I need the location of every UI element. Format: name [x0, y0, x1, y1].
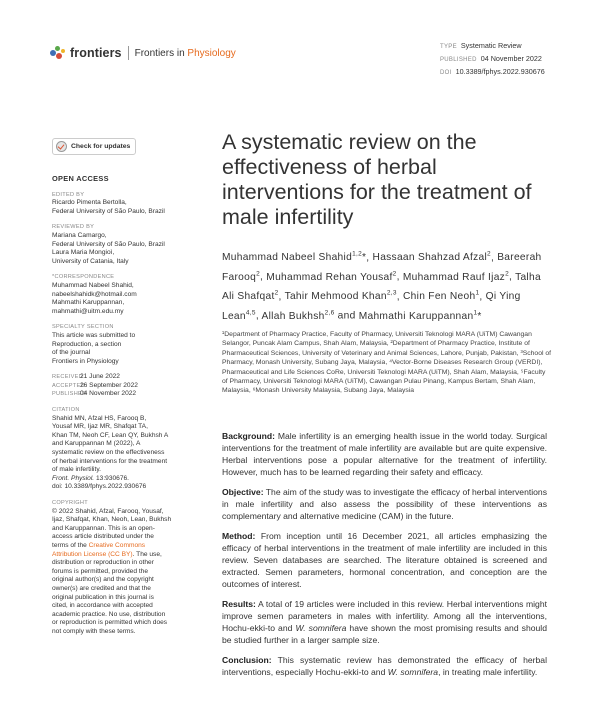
check-for-updates-button[interactable] — [52, 138, 136, 155]
author-name[interactable]: Qi Ying Lean$^{4,5}$ — [222, 291, 521, 322]
article-meta — [440, 40, 545, 79]
edited-by: Ricardo Pimenta Bertolla, Federal University of São Paulo, Brazil — [52, 199, 165, 215]
doi-link[interactable]: 10.3389/fphys.2022.930676 — [455, 67, 545, 76]
conclusion-text: This systematic review has demonstrated the efficacy of herbal interventions, especially Hochu-ekki-to and — [222, 655, 547, 677]
sidebar-published-date: 04 November 2022 — [80, 390, 137, 398]
article-type: Systematic Review — [460, 41, 522, 50]
conclusion-species: W. somnifera — [387, 667, 439, 677]
method-text: From inception until 16 December 2021, all articles emphasizing the efficacy of herbal interventions in the treatment of male infertility are included in this review. Seven databases are searched. The literature obtained is screened and extracted. Semen parameters, hormonal concentration, and conception are the outcomes of interest. — [222, 531, 547, 589]
affiliations: ¹Department of Pharmacy Practice, Faculty of Pharmacy, Universiti Teknologi MARA (UiTM) Cawangan Selangor, Puncak Alam Campus, Shah Alam, Malaysia, ²Department of Pharmacy Practice, Institute of Pharmaceutical Sciences, University of Veterinary and Animal Sciences, Lahore, Punjab, Pakistan, ³School of Pharmacy, Monash University, Subang Jaya, Malaysia, ⁴Vector-Borne Diseases Research Group (VERDI), Pharmaceutical and Life Sciences CoRe, Universiti Teknologi MARA (UiTM), Shah Alam, Malaysia, ⁵Faculty of Pharmacy, Universiti Teknologi MARA (UiTM), Cawangan Pulau Pinang, Kampus Bertam, Shah Alam, Malaysia, ⁶Monash University Malaysia, Subang Jaya, Malaysia — [222, 331, 552, 395]
copyright — [52, 508, 184, 637]
published-date: 04 November 2022 — [480, 54, 542, 63]
abstract-background — [222, 430, 547, 478]
copyright-text-end: . The use, distribution or reproduction in other forums is permitted, provided the original author(s) and the copyright owner(s) are credited and that the original publication in this journal is cited, in accordance with accepted academic practice. No use, distribution or reproduction is permitted which does not comply with these terms. — [52, 550, 168, 635]
accepted-date: 26 September 2022 — [80, 381, 138, 389]
check-for-updates-icon — [56, 141, 67, 152]
author-affiliation-marker: 1 — [475, 289, 480, 297]
results-label: Results: — [222, 599, 256, 609]
journal-logo[interactable] — [50, 46, 236, 60]
citation-text: Shahid MN, Afzal HS, Farooq B, Yousaf MR, Ijaz MR, Shafqat TA, Khan TM, Neoh CF, Lean QY, Bukhsh A and Karuppannan M (2022), A systematic review on the effectiveness of herbal interventions for the treatment of male infertility. — [52, 414, 169, 474]
author-name[interactable]: Allah Bukhsh$^{2,6}$ — [261, 309, 335, 322]
check-for-updates-label: Check for updates — [71, 143, 131, 150]
author-affiliation-marker: 2 — [487, 251, 491, 258]
author-name[interactable]: Muhammad Rauf Ijaz$^2$ — [402, 270, 509, 283]
author-name[interactable]: Bareerah Farooq$^2$ — [222, 252, 542, 283]
published-label: PUBLISHED — [52, 391, 87, 398]
copyright-text: © 2022 Shahid, Afzal, Farooq, Yousaf, Ijaz, Shafqat, Khan, Neoh, Lean, Bukhsh and Karuppannan. This is an open- access article distributed under the terms of the — [52, 507, 172, 549]
correspondence-label: *CORRESPONDENCE — [52, 274, 115, 281]
objective-label: Objective: — [222, 487, 264, 497]
abstract — [222, 430, 547, 686]
author-name[interactable]: Talha Ali Shafqat$^2$ — [222, 271, 541, 303]
citation-journal: Front. Physiol. — [52, 474, 95, 482]
page-header — [50, 41, 570, 76]
doi-label: DOI — [440, 70, 452, 76]
received-date: 21 June 2022 — [80, 373, 120, 381]
author-name[interactable]: Tahir Mehmood Khan$^{2,3}$ — [284, 289, 397, 303]
results-text-end: have shown the most promising results and should be studied further in a larger sample size. — [222, 623, 547, 645]
reviewed-by: Mariana Camargo, Federal University of São Paulo, Brazil Laura Maria Mongioì, University of Catania, Italy — [52, 231, 165, 265]
author-affiliation-marker: 2 — [256, 270, 261, 278]
license-link[interactable]: Creative Commons Attribution License (CC BY) — [52, 541, 146, 558]
journal-subject: Physiology — [187, 47, 236, 59]
copyright-label: COPYRIGHT — [52, 500, 88, 506]
type-label: TYPE — [440, 44, 457, 50]
author-affiliation-marker: 2,6 — [324, 309, 335, 317]
brand-name: frontiers — [70, 46, 122, 60]
specialty-label: SPECIALTY SECTION — [52, 324, 114, 331]
article-title: A systematic review on the effectiveness of herbal interventions for the treatment of male infertility — [222, 130, 532, 229]
results-species: W. somnifera — [295, 623, 347, 633]
corresponding-author-marker: * — [362, 252, 367, 264]
specialty-section: This article was submitted to Reproduction, a section of the journal Frontiers in Physiology — [52, 331, 136, 365]
corresponding-author-marker: * — [477, 310, 482, 322]
frontiers-logo-icon — [50, 46, 66, 60]
abstract-conclusion — [222, 654, 547, 678]
author-affiliation-marker: 1 — [473, 309, 478, 317]
citation-volume: 13:930676. — [94, 474, 129, 482]
citation-doi[interactable]: doi: 10.3389/fphys.2022.930676 — [52, 483, 147, 491]
abstract-results — [222, 598, 547, 646]
logo-divider — [128, 46, 129, 60]
author-affiliation-marker: 4,5 — [245, 309, 256, 317]
edited-by-label: EDITED BY — [52, 191, 85, 198]
correspondence[interactable]: Muhammad Nabeel Shahid, nabeelshahidk@hotmail.com Mahmathi Karuppannan, mahmathi@uitm.edu.my — [52, 281, 137, 315]
conclusion-label: Conclusion: — [222, 655, 272, 665]
received-label: RECEIVED — [52, 374, 83, 381]
author-name[interactable]: Muhammad Rehan Yousaf$^2$ — [266, 270, 397, 283]
author-affiliation-marker: 2 — [505, 270, 509, 278]
journal-prefix: Frontiers in — [134, 47, 188, 59]
journal-name — [135, 48, 236, 59]
author-affiliation-marker: 2 — [392, 270, 397, 278]
author-name[interactable]: Hassaan Shahzad Afzal$^2$ — [372, 251, 491, 264]
accepted-label: ACCEPTED — [52, 382, 85, 389]
author-affiliation-marker: 1,2 — [352, 251, 362, 258]
background-text: Male infertility is an emerging health issue in the world today. Surgical interventions for the treatment of male infertility are available but are quite expensive. Herbal interventions pose a popular alternative for the treatment of infertility. However, much has to be learned regarding their safety and efficacy. — [222, 431, 547, 477]
method-label: Method: — [222, 531, 256, 541]
article-dates — [52, 373, 184, 399]
abstract-objective — [222, 486, 547, 522]
abstract-method — [222, 530, 547, 590]
citation-label: CITATION — [52, 407, 80, 414]
article-sidebar — [52, 175, 184, 637]
open-access-label: OPEN ACCESS — [52, 174, 109, 183]
author-name[interactable]: Chin Fen Neoh$^1$ — [403, 289, 480, 303]
background-label: Background: — [222, 431, 275, 441]
published-label: PUBLISHED — [440, 57, 477, 63]
author-name[interactable]: Muhammad Nabeel Shahid$^{1,2}$* — [222, 251, 367, 264]
citation — [52, 415, 184, 492]
author-affiliation-marker: 2 — [274, 289, 279, 297]
author-affiliation-marker: 2,3 — [386, 289, 397, 297]
author-name[interactable]: Mahmathi Karuppannan$^1$* — [358, 309, 482, 322]
author-list: Muhammad Nabeel Shahid$^{1,2}$*, Hassaan Shahzad Afzal$^2$, Bareerah Farooq$^2$, Muhammad Rehan Yousaf$^2$, Muhammad Rauf Ijaz$^2$, Talha Ali Shafqat$^2$, Tahir Mehmood Khan$^{2,3}$, Chin Fen Neoh$^1$, Qi Ying Lean$^{4,5}$, Allah Bukhsh$^{2,6}$ and Mahmathi Karuppannan$^1$* — [222, 251, 542, 322]
conclusion-text-end: , in treating male infertility. — [438, 667, 538, 677]
objective-text: The aim of the study was to investigate the efficacy of herbal interventions in male infertility and also assess the possibility of these interventions as complementary and alternative medicine (CAM) in the future. — [222, 487, 547, 521]
results-text: A total of 19 articles were included in this review. Herbal interventions might improve semen parameters in males with infertility. Among all the interventions, Hochu-ekki-to and — [222, 599, 547, 633]
reviewed-by-label: REVIEWED BY — [52, 224, 95, 231]
